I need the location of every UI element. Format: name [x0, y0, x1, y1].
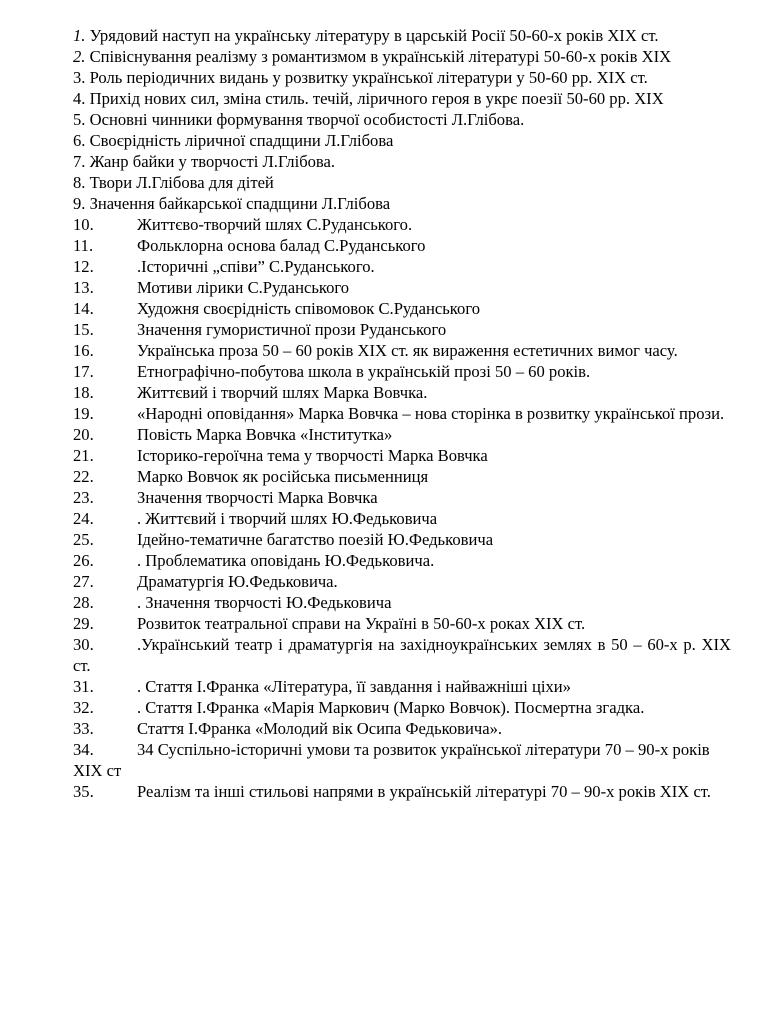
item-text: Історико-героїчна тема у творчості Марка Вовчка — [137, 446, 488, 465]
item-text: Роль періодичних видань у розвитку української літератури у 50-60 рр. XIX ст. — [85, 68, 648, 87]
list-item-16 — [73, 340, 731, 361]
item-number: 2. — [73, 47, 86, 66]
item-number: 12. — [73, 257, 94, 276]
item-number: 6. — [73, 131, 86, 150]
item-text: Прихід нових сил, зміна стиль. течій, ліричного героя в укрє поезії 50-60 рр. XIX — [85, 89, 664, 108]
list-item-11 — [73, 235, 731, 256]
list-item-28 — [73, 592, 731, 613]
list-item-13 — [73, 277, 731, 298]
list-item-10 — [73, 214, 731, 235]
list-item-5 — [73, 109, 731, 130]
item-number: 35. — [73, 782, 94, 801]
list-item-20 — [73, 424, 731, 445]
list-item-27 — [73, 571, 731, 592]
item-number: 28. — [73, 593, 94, 612]
item-text: Художня своєрідність співомовок С.Руданського — [137, 299, 481, 318]
item-text: Мотиви лірики С.Руданського — [137, 278, 350, 297]
list-item-2 — [73, 46, 731, 67]
list-item-22 — [73, 466, 731, 487]
item-number: 31. — [73, 677, 94, 696]
list-item-30 — [73, 634, 731, 676]
item-number: 33. — [73, 719, 94, 738]
item-number: 19. — [73, 404, 94, 423]
item-text: .Український театр і драматургія на західноукраїнських землях в 50 – 60-х р. XIX ст. — [73, 635, 731, 675]
item-number: 34. — [73, 740, 94, 759]
item-number: 30. — [73, 635, 94, 654]
list-item-25 — [73, 529, 731, 550]
item-number: 27. — [73, 572, 94, 591]
item-text: Розвиток театральної справи на Україні в 50-60-х роках XIX ст. — [137, 614, 586, 633]
item-number: 13. — [73, 278, 94, 297]
item-text: Повість Марка Вовчка «Інститутка» — [137, 425, 393, 444]
list-item-9 — [73, 193, 731, 214]
item-text: Своєрідність ліричної спадщини Л.Глібова — [85, 131, 394, 150]
list-item-18 — [73, 382, 731, 403]
item-number: 4. — [73, 89, 86, 108]
item-text: . Стаття І.Франка «Література, її завдання і найважніші ціхи» — [137, 677, 571, 696]
list-item-23 — [73, 487, 731, 508]
item-text: . Життєвий і творчий шлях Ю.Федьковича — [137, 509, 438, 528]
item-text: Реалізм та інші стильові напрями в українській літературі 70 – 90-х років XIX ст. — [137, 782, 711, 801]
item-number: 15. — [73, 320, 94, 339]
item-text: «Народні оповідання» Марка Вовчка – нова сторінка в розвитку української прози. — [137, 404, 725, 423]
item-text: Твори Л.Глібова для дітей — [85, 173, 274, 192]
item-text: Марко Вовчок як російська письменниця — [137, 467, 429, 486]
item-number: 22. — [73, 467, 94, 486]
item-text: Життєвий і творчий шлях Марка Вовчка. — [137, 383, 428, 402]
list-item-6 — [73, 130, 731, 151]
item-number: 29. — [73, 614, 94, 633]
list-item-34 — [73, 739, 731, 781]
item-number: 11. — [73, 236, 94, 255]
list-item-32 — [73, 697, 731, 718]
item-text: Значення творчості Марка Вовчка — [137, 488, 378, 507]
list-item-4 — [73, 88, 731, 109]
document-page — [73, 25, 731, 802]
list-item-1 — [73, 25, 731, 46]
item-number: 9. — [73, 194, 86, 213]
item-number: 25. — [73, 530, 94, 549]
item-text: 34 Суспільно-історичні умови та розвиток української літератури 70 – 90-х років XIX ст — [73, 740, 710, 780]
item-number: 24. — [73, 509, 94, 528]
item-text: . Стаття І.Франка «Марія Маркович (Марко Вовчок). Посмертна згадка. — [137, 698, 645, 717]
list-item-17 — [73, 361, 731, 382]
item-number: 26. — [73, 551, 94, 570]
item-text: Ідейно-тематичне багатство поезій Ю.Федьковича — [137, 530, 494, 549]
list-item-31 — [73, 676, 731, 697]
list-item-14 — [73, 298, 731, 319]
item-number: 21. — [73, 446, 94, 465]
item-number: 5. — [73, 110, 86, 129]
item-number: 7. — [73, 152, 86, 171]
item-number: 14. — [73, 299, 94, 318]
item-text: Українська проза 50 – 60 років XIX ст. як вираження естетичних вимог часу. — [137, 341, 678, 360]
item-number: 16. — [73, 341, 94, 360]
item-number: 18. — [73, 383, 94, 402]
item-number: 3. — [73, 68, 86, 87]
item-text: Життєво-творчий шлях С.Руданського. — [137, 215, 413, 234]
item-text: Основні чинники формування творчої особистості Л.Глібова. — [85, 110, 525, 129]
item-text: Співіснування реалізму з романтизмом в українській літературі 50-60-х років XIX — [85, 47, 672, 66]
list-item-8 — [73, 172, 731, 193]
list-item-26 — [73, 550, 731, 571]
item-number: 8. — [73, 173, 86, 192]
item-text: .Історичні „співи” С.Руданського. — [137, 257, 375, 276]
list-item-21 — [73, 445, 731, 466]
list-item-12 — [73, 256, 731, 277]
item-text: Фольклорна основа балад С.Руданського — [137, 236, 426, 255]
list-item-35 — [73, 781, 731, 802]
item-number: 17. — [73, 362, 94, 381]
list-item-7 — [73, 151, 731, 172]
list-item-19 — [73, 403, 731, 424]
list-item-33 — [73, 718, 731, 739]
item-text: Драматургія Ю.Федьковича. — [137, 572, 338, 591]
list-item-15 — [73, 319, 731, 340]
item-text: Стаття І.Франка «Молодий вік Осипа Федьковича». — [137, 719, 503, 738]
item-number: 10. — [73, 215, 94, 234]
item-text: Жанр байки у творчості Л.Глібова. — [85, 152, 336, 171]
item-number: 32. — [73, 698, 94, 717]
list-item-29 — [73, 613, 731, 634]
list-item-3 — [73, 67, 731, 88]
item-text: Етнографічно-побутова школа в українській прозі 50 – 60 років. — [137, 362, 591, 381]
item-text: . Проблематика оповідань Ю.Федьковича. — [137, 551, 435, 570]
item-number: 20. — [73, 425, 94, 444]
item-text: Урядовий наступ на українську літературу в царській Росії 50-60-х років XIX ст. — [85, 26, 659, 45]
item-number: 23. — [73, 488, 94, 507]
item-text: Значення байкарської спадщини Л.Глібова — [85, 194, 391, 213]
item-number: 1. — [73, 26, 86, 45]
item-text: . Значення творчості Ю.Федьковича — [137, 593, 392, 612]
item-text: Значення гумористичної прози Руданського — [137, 320, 447, 339]
list-item-24 — [73, 508, 731, 529]
